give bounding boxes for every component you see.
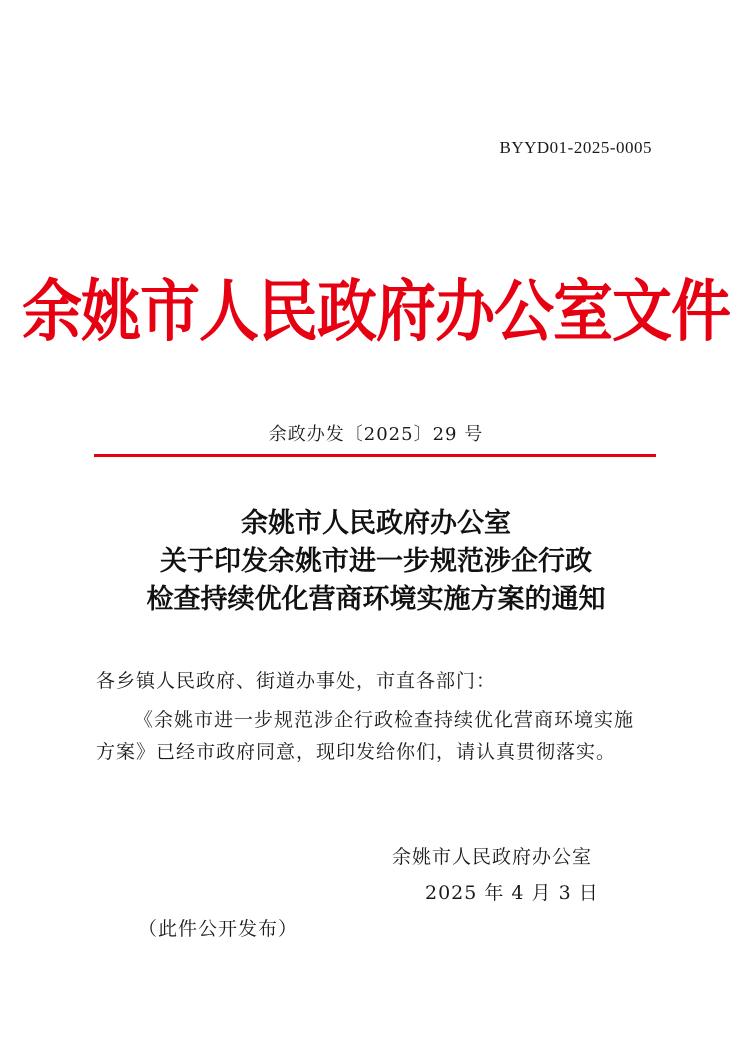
red-divider-line <box>94 454 656 457</box>
document-id: BYYD01-2025-0005 <box>499 138 652 157</box>
document-number: 余政办发〔2025〕29 号 <box>268 424 484 445</box>
masthead-title: 余姚市人民政府办公室文件 <box>22 272 730 352</box>
title-line-1: 余姚市人民政府办公室 <box>241 508 511 539</box>
notice-title <box>0 505 752 619</box>
body-paragraph-line-2: 方案》已经市政府同意，现印发给你们，请认真贯彻落实。 <box>96 741 617 763</box>
title-line-3: 检查持续优化营商环境实施方案的通知 <box>146 584 606 615</box>
issue-date: 2025 年 4 月 3 日 <box>425 882 599 904</box>
body-paragraph-line-1: 《余姚市进一步规范涉企行政检查持续优化营商环境实施 <box>134 709 635 731</box>
title-line-2: 关于印发余姚市进一步规范涉企行政 <box>160 546 592 577</box>
issuing-office: 余姚市人民政府办公室 <box>392 846 593 868</box>
salutation: 各乡镇人民政府、街道办事处，市直各部门： <box>96 670 497 692</box>
publish-note: （此件公开发布） <box>138 918 299 940</box>
